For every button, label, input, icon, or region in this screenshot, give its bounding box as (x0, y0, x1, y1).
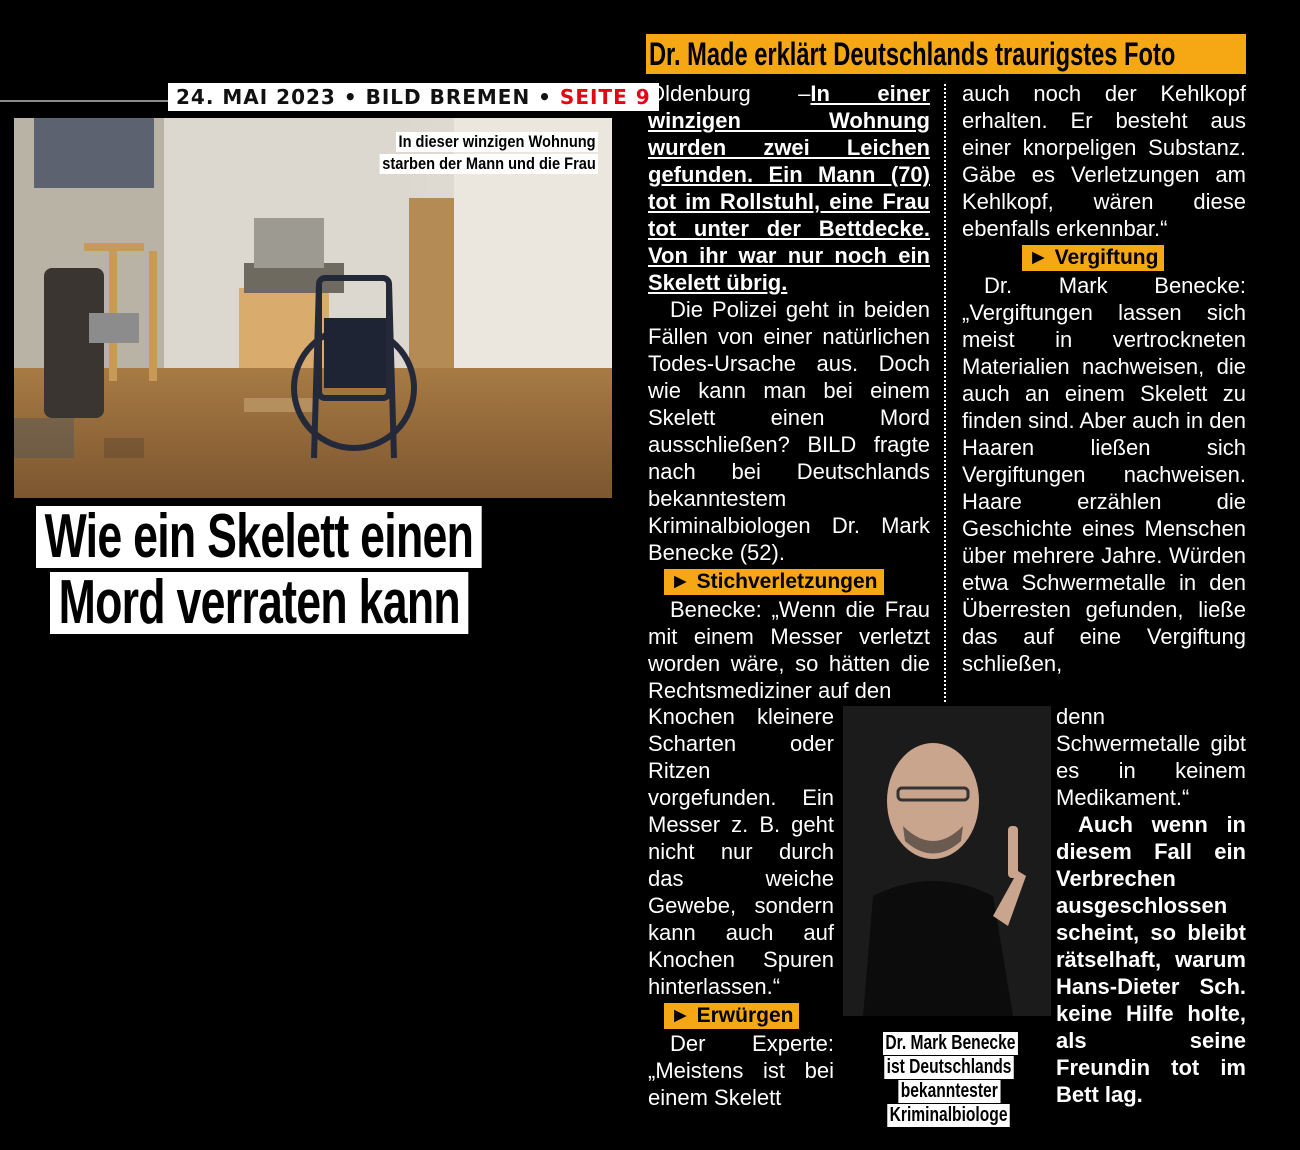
portrait-caption-line: bekanntester (898, 1080, 1000, 1103)
portrait-photo (843, 706, 1051, 1016)
apartment-photo (14, 118, 612, 498)
body-paragraph: Knochen kleinere Scharten oder Ritzen vorgefunden. Ein Messer z. B. geht nicht nur durch das weiche Gewebe, sondern kann auch auf Knochen Spuren hinterlassen.“ (648, 704, 834, 999)
subhead-row (648, 567, 930, 595)
subhead-stichverletzungen: ► Stichverletzungen (664, 569, 884, 595)
article-column-1 (648, 80, 930, 704)
photo-caption (344, 132, 598, 176)
article-column-2-lower (1056, 703, 1246, 1108)
closing-paragraph: Auch wenn in diesem Fall ein Verbrechen ausgeschlossen scheint, so bleibt rätselhaft, warum Hans-Dieter Sch. keine Hilfe holte, als seine Freundin tot im Bett lag. (1056, 812, 1246, 1107)
body-paragraph: Die Polizei geht in beiden Fällen von einer natürlichen Todes-Ursache aus. Doch wie kann man bei einem Skelett einen Mord ausschließen? BILD fragte nach bei Deutschlands bekanntestem Kriminalbiologen Dr. Mark Benecke (52). (648, 297, 930, 565)
article-column-2 (962, 80, 1246, 677)
dateline-date: 24. MAI 2023 (176, 85, 336, 109)
body-paragraph: Dr. Mark Benecke: „Vergiftungen lassen sich meist in vertrockneten Materialien nachweisen, die auch an einem Skelett zu finden sind. Aber auch in den Haaren ließen sich Vergiftungen nachweisen. Haare erzählen die Geschichte eines Menschen über mehrere Jahre. Würden etwa Schwermetalle in den Überresten gefunden, ließe das auf eine Vergiftung schließen, (962, 273, 1246, 676)
dateline-page: SEITE 9 (559, 85, 651, 109)
column-divider (944, 84, 946, 702)
article-column-1-lower (648, 703, 834, 1111)
portrait-caption (864, 1032, 1034, 1128)
photo-caption-line: In dieser winzigen Wohnung (396, 132, 598, 152)
dateline (168, 83, 659, 111)
portrait-caption-line: ist Deutschlands (884, 1056, 1014, 1079)
body-paragraph: denn Schwermetalle gibt es in keinem Medikament.“ (1056, 704, 1246, 810)
dateline-separator: • (538, 85, 552, 109)
headline-line-1: Wie ein Skelett einen (36, 506, 482, 568)
body-paragraph: Benecke: „Wenn die Frau mit einem Messer verletzt worden wäre, so hätten die Rechtsmediziner auf den (648, 597, 930, 703)
subhead-row (648, 1001, 834, 1029)
body-paragraph: Der Experte: „Meistens ist bei einem Skelett (648, 1031, 834, 1110)
dateline-paper: BILD BREMEN (365, 85, 531, 109)
photo-caption-line: starben der Mann und die Frau (379, 154, 598, 174)
portrait-illustration (843, 706, 1051, 1016)
subhead-vergiftung: ► Vergiftung (1022, 245, 1164, 271)
dateline-separator: • (343, 85, 358, 109)
subhead-erwuergen: ► Erwürgen (664, 1003, 799, 1029)
portrait-caption-line: Kriminalbiologe (888, 1104, 1011, 1127)
portrait-caption-line: Dr. Mark Benecke (883, 1032, 1018, 1055)
article-dateline: Oldenburg – (648, 81, 811, 106)
lead-paragraph (648, 80, 930, 296)
topline-text: Dr. Made erklärt Deutschlands traurigstes Foto (648, 36, 1176, 72)
subhead-row (962, 243, 1246, 271)
body-paragraph: auch noch der Kehlkopf erhalten. Er besteht aus einer knorpeligen Substanz. Gäbe es Verletzungen am Kehlkopf, wären diese ebenfalls erkennbar.“ (962, 81, 1246, 241)
headline-line-2: Mord verraten kann (50, 572, 469, 634)
topline-banner (646, 34, 1246, 74)
lead-text: In einer winzigen Wohnung wurden zwei Leichen gefunden. Ein Mann (70) tot im Rollstuhl, eine Frau tot unter der Bettdecke. Von ihr war nur noch ein Skelett übrig. (648, 81, 930, 295)
